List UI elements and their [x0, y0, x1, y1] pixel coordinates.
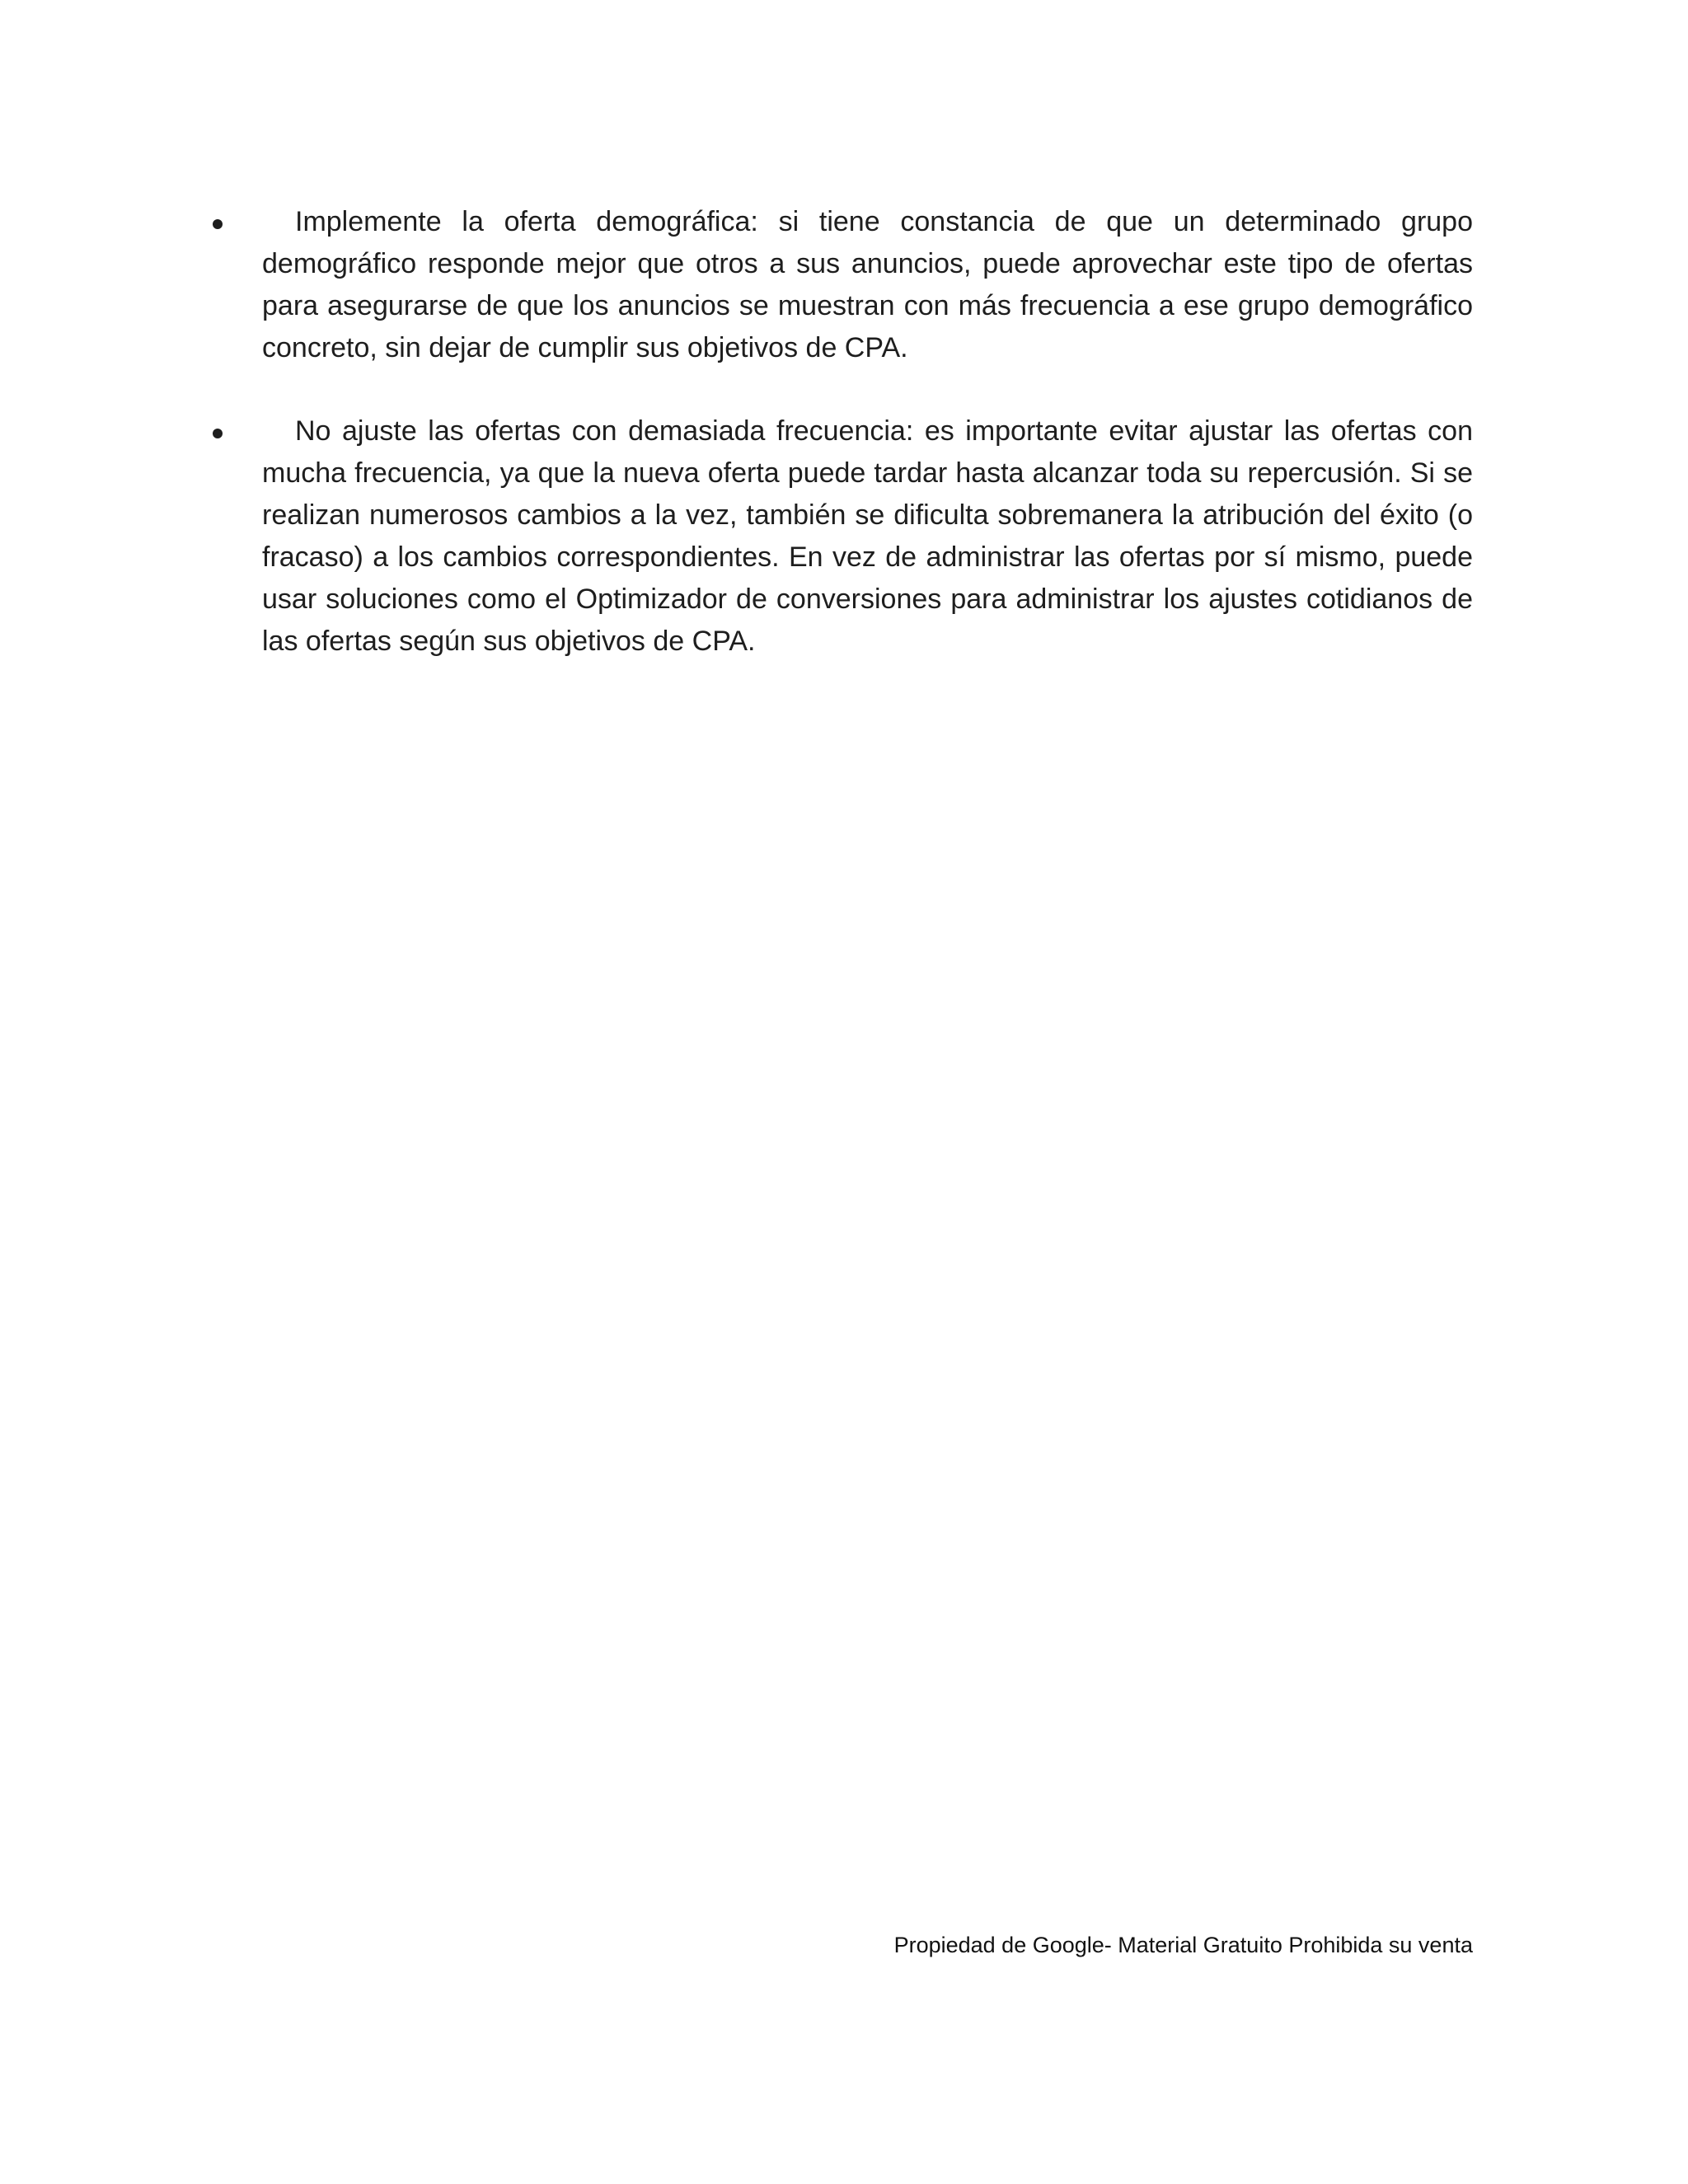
bullet-icon [213, 219, 223, 229]
tips-bullet-list [208, 201, 1473, 704]
list-item [208, 201, 1473, 369]
bullet-text: No ajuste las ofertas con demasiada frecuencia: es importante evitar ajustar las ofertas con mucha frecuencia, ya que la nueva oferta puede tardar hasta alcanzar toda su repercusión. Si se realizan numerosos cambios a la vez, también se dificulta sobremanera la atribución del éxito (o fracaso) a los cambios correspondientes. En vez de administrar las ofertas por sí mismo, puede usar soluciones como el Optimizador de conversiones para administrar los ajustes cotidianos de las ofertas según sus objetivos de CPA. [262, 415, 1473, 657]
bullet-text: Implemente la oferta demográfica: si tiene constancia de que un determinado grupo demográfico responde mejor que otros a sus anuncios, puede aprovechar este tipo de ofertas para asegurarse de que los anuncios se muestran con más frecuencia a ese grupo demográfico concreto, sin dejar de cumplir sus objetivos de CPA. [262, 206, 1473, 363]
bullet-icon [213, 429, 223, 438]
page-footer: Propiedad de Google- Material Gratuito Prohibida su venta [893, 1933, 1473, 1957]
list-item [208, 410, 1473, 663]
